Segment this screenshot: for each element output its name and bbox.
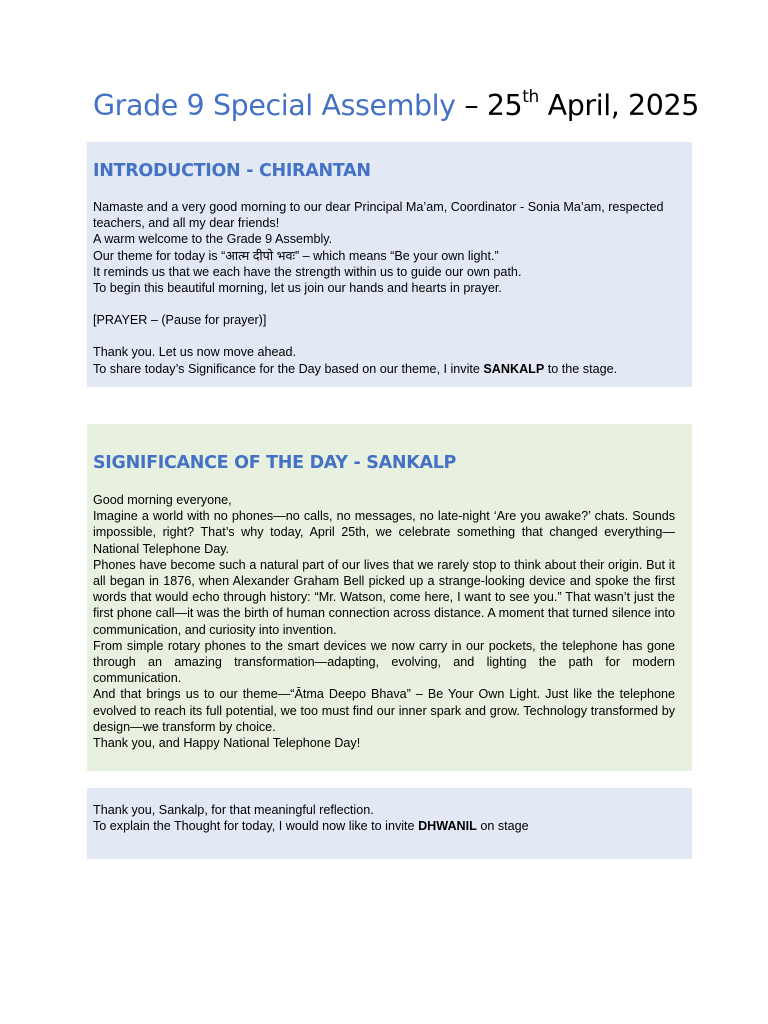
intro-line: To begin this beautiful morning, let us join our hands and hearts in prayer. — [93, 281, 502, 296]
significance-section — [87, 424, 692, 771]
transition-body — [93, 802, 675, 834]
intro-line: teachers, and all my dear friends! — [93, 216, 280, 231]
introduction-heading: INTRODUCTION - CHIRANTAN — [93, 161, 371, 181]
significance-greeting: Good morning everyone, — [93, 493, 232, 507]
invite-text: To share today’s Significance for the Day based on our theme, I invite — [93, 361, 484, 376]
page-title — [93, 86, 713, 126]
title-main: Grade 9 Special Assembly — [93, 89, 456, 122]
significance-heading: SIGNIFICANCE OF THE DAY - SANKALP — [93, 453, 457, 473]
transition-thanks: Thank you, Sankalp, for that meaningful reflection. — [93, 803, 374, 817]
intro-line: Namaste and a very good morning to our dear Principal Ma’am, Coordinator - Sonia Ma’am, respected — [93, 200, 664, 214]
prayer-note: [PRAYER – (Pause for prayer)] — [93, 313, 267, 328]
title-dash: – 25 — [455, 89, 523, 122]
title-date: April, 2025 — [538, 89, 699, 122]
significance-paragraph: And that brings us to our theme—“Ātma Deepo Bhava” – Be Your Own Light. Just like the telephone evolved to reach its full potential, we too must find our inner spark and grow. Technology transformed by design—we transform by choice. — [93, 687, 675, 734]
invitee-name: SANKALP — [483, 361, 545, 376]
significance-body — [93, 492, 675, 751]
significance-closing: Thank you, and Happy National Telephone Day! — [93, 736, 361, 751]
significance-paragraph: Imagine a world with no phones—no calls, no messages, no late-night ‘Are you awake?’ chats. Sounds impossible, right? That’s why today, April 25th, we celebrate something that changed everything—National Telephone Day. — [93, 509, 675, 556]
intro-line: It reminds us that we each have the strength within us to guide our own path. — [93, 264, 522, 279]
significance-paragraph: From simple rotary phones to the smart devices we now carry in our pockets, the telephone has gone through an amazing transformation—adapting, evolving, and lighting the path for modern communication. — [93, 638, 675, 686]
invite-text: To explain the Thought for today, I would now like to invite — [93, 819, 419, 834]
invite-text-end: on stage — [476, 819, 529, 834]
invitee-name: DHWANIL — [418, 819, 477, 834]
invite-text-end: to the stage. — [544, 361, 618, 376]
transition-invite — [93, 818, 675, 834]
intro-line: A warm welcome to the Grade 9 Assembly. — [93, 232, 333, 247]
significance-paragraph: Phones have become such a natural part of our lives that we rarely stop to think about their origin. But it all began in 1876, when Alexander Graham Bell picked up a strange-looking device and spoke the first words that would echo through history: “Mr. Watson, come here, I want to see you.” That wasn’t just the first phone call—it was the birth of human connection across distance. A moment that turned silence into communication, and curiosity into invention. — [93, 557, 675, 637]
intro-theme-line: Our theme for today is “आत्म दीपो भवः” – which means “Be your own light.” — [93, 248, 499, 263]
intro-thanks: Thank you. Let us now move ahead. — [93, 345, 297, 360]
intro-invite — [93, 361, 675, 377]
transition-section — [87, 788, 692, 859]
introduction-section — [87, 142, 692, 387]
title-superscript: th — [522, 87, 539, 107]
introduction-body — [93, 199, 675, 377]
